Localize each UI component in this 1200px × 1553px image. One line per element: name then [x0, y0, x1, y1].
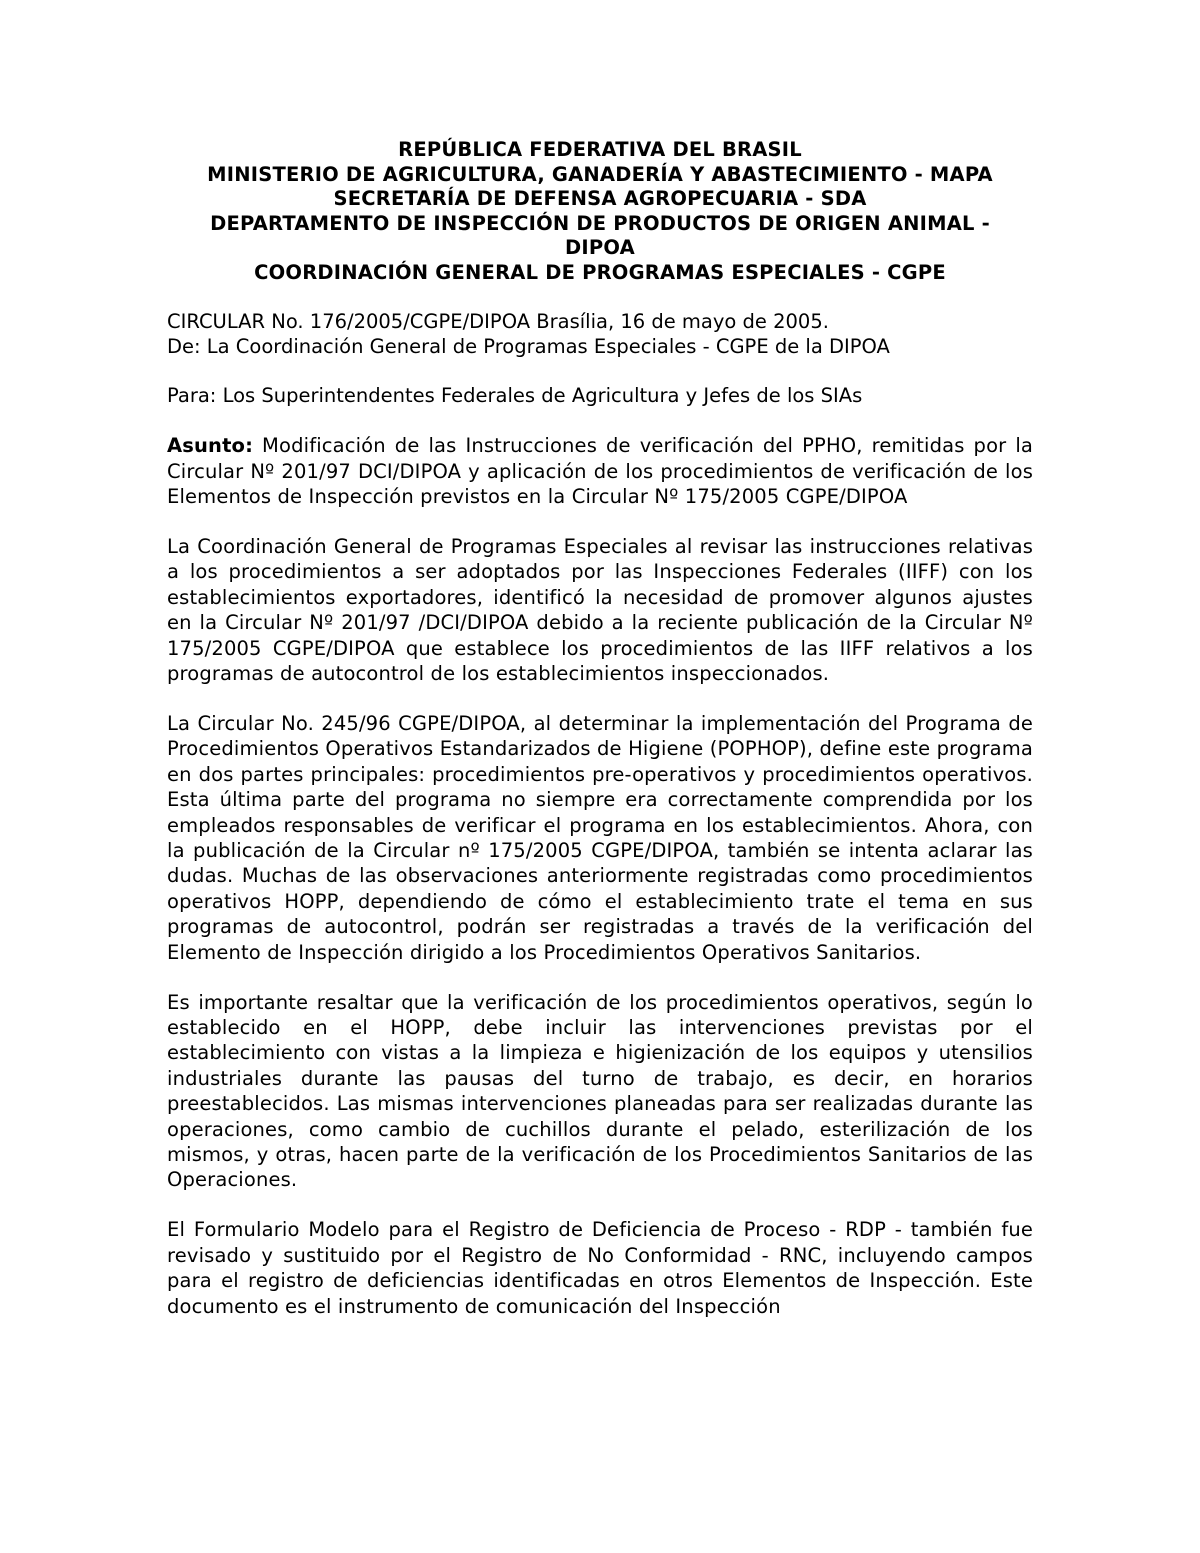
subject-label: Asunto:	[167, 434, 254, 458]
spacer	[167, 965, 1033, 990]
header-line-ministry: MINISTERIO DE AGRICULTURA, GANADERÍA Y ABASTECIMIENTO - MAPA	[207, 162, 993, 186]
circular-from: De: La Coordinación General de Programas Especiales - CGPE de la DIPOA	[167, 334, 890, 358]
body-paragraph-3: Es importante resaltar que la verificación de los procedimientos operativos, según lo establecido en el HOPP, debe incluir las intervenciones previstas por el establecimiento con vistas a la limpieza e higienización de los equipos y utensilios industriales durante las pausas del turno de trabajo, es decir, en horarios preestablecidos. Las mismas intervenciones planeadas para ser realizadas durante las operaciones, como cambio de cuchillos durante el pelado, esterilización de los mismos, y otras, hacen parte de la verificación de los Procedimientos Sanitarios de las Operaciones.	[167, 990, 1033, 1192]
spacer	[167, 1193, 1033, 1218]
circular-to: Para: Los Superintendentes Federales de Agricultura y Jefes de los SIAs	[167, 383, 863, 407]
circular-info	[167, 310, 1033, 408]
header-line-department: DEPARTAMENTO DE INSPECCIÓN DE PRODUCTOS DE ORIGEN ANIMAL -	[210, 211, 990, 235]
header-line-coordination: COORDINACIÓN GENERAL DE PROGRAMAS ESPECIALES - CGPE	[254, 260, 946, 284]
body-paragraph-2: La Circular No. 245/96 CGPE/DIPOA, al determinar la implementación del Programa de Procedimientos Operativos Estandarizados de Higiene (POPHOP), define este programa en dos partes principales: procedimientos pre-operativos y procedimientos operativos. Esta última parte del programa no siempre era correctamente comprendida por los empleados responsables de verificar el programa en los establecimientos. Ahora, con la publicación de la Circular nº 175/2005 CGPE/DIPOA, también se intenta aclarar las dudas. Muchas de las observaciones anteriormente registradas como procedimientos operativos HOPP, dependiendo de cómo el establecimiento trate el tema en sus programas de autocontrol, podrán ser registradas a través de la verificación del Elemento de Inspección dirigido a los Procedimientos Operativos Sanitarios.	[167, 711, 1033, 964]
subject-paragraph	[167, 433, 1033, 509]
header-line-republic: REPÚBLICA FEDERATIVA DEL BRASIL	[398, 138, 802, 161]
spacer	[167, 509, 1033, 534]
spacer	[167, 686, 1033, 711]
subject-text: Modificación de las Instrucciones de verificación del PPHO, remitidas por la Circular Nº 201/97 DCI/DIPOA y aplicación de los procedimientos de verificación de los Elementos de Inspección previstos en la Circular Nº 175/2005 CGPE/DIPOA	[167, 434, 1033, 508]
document-page	[167, 138, 1033, 1319]
body-paragraph-1: La Coordinación General de Programas Especiales al revisar las instrucciones relativas a los procedimientos a ser adoptados por las Inspecciones Federales (IIFF) con los establecimientos exportadores, identificó la necesidad de promover algunos ajustes en la Circular Nº 201/97 /DCI/DIPOA debido a la reciente publicación de la Circular Nº 175/2005 CGPE/DIPOA que establece los procedimientos de las IIFF relativos a los programas de autocontrol de los establecimientos inspeccionados.	[167, 534, 1033, 685]
header-line-secretariat: SECRETARÍA DE DEFENSA AGROPECUARIA - SDA	[333, 187, 867, 211]
spacer	[167, 286, 1033, 311]
spacer	[167, 409, 1033, 434]
header-line-department-acronym: DIPOA	[565, 236, 635, 260]
body-paragraph-4: El Formulario Modelo para el Registro de Deficiencia de Proceso - RDP - también fue revisado y sustituido por el Registro de No Conformidad - RNC, incluyendo campos para el registro de deficiencias identificadas en otros Elementos de Inspección. Este documento es el instrumento de comunicación del Inspección	[167, 1218, 1033, 1318]
spacer	[167, 359, 1033, 384]
document-header	[167, 138, 1033, 286]
circular-number-date: CIRCULAR No. 176/2005/CGPE/DIPOA Brasília, 16 de mayo de 2005.	[167, 310, 829, 334]
